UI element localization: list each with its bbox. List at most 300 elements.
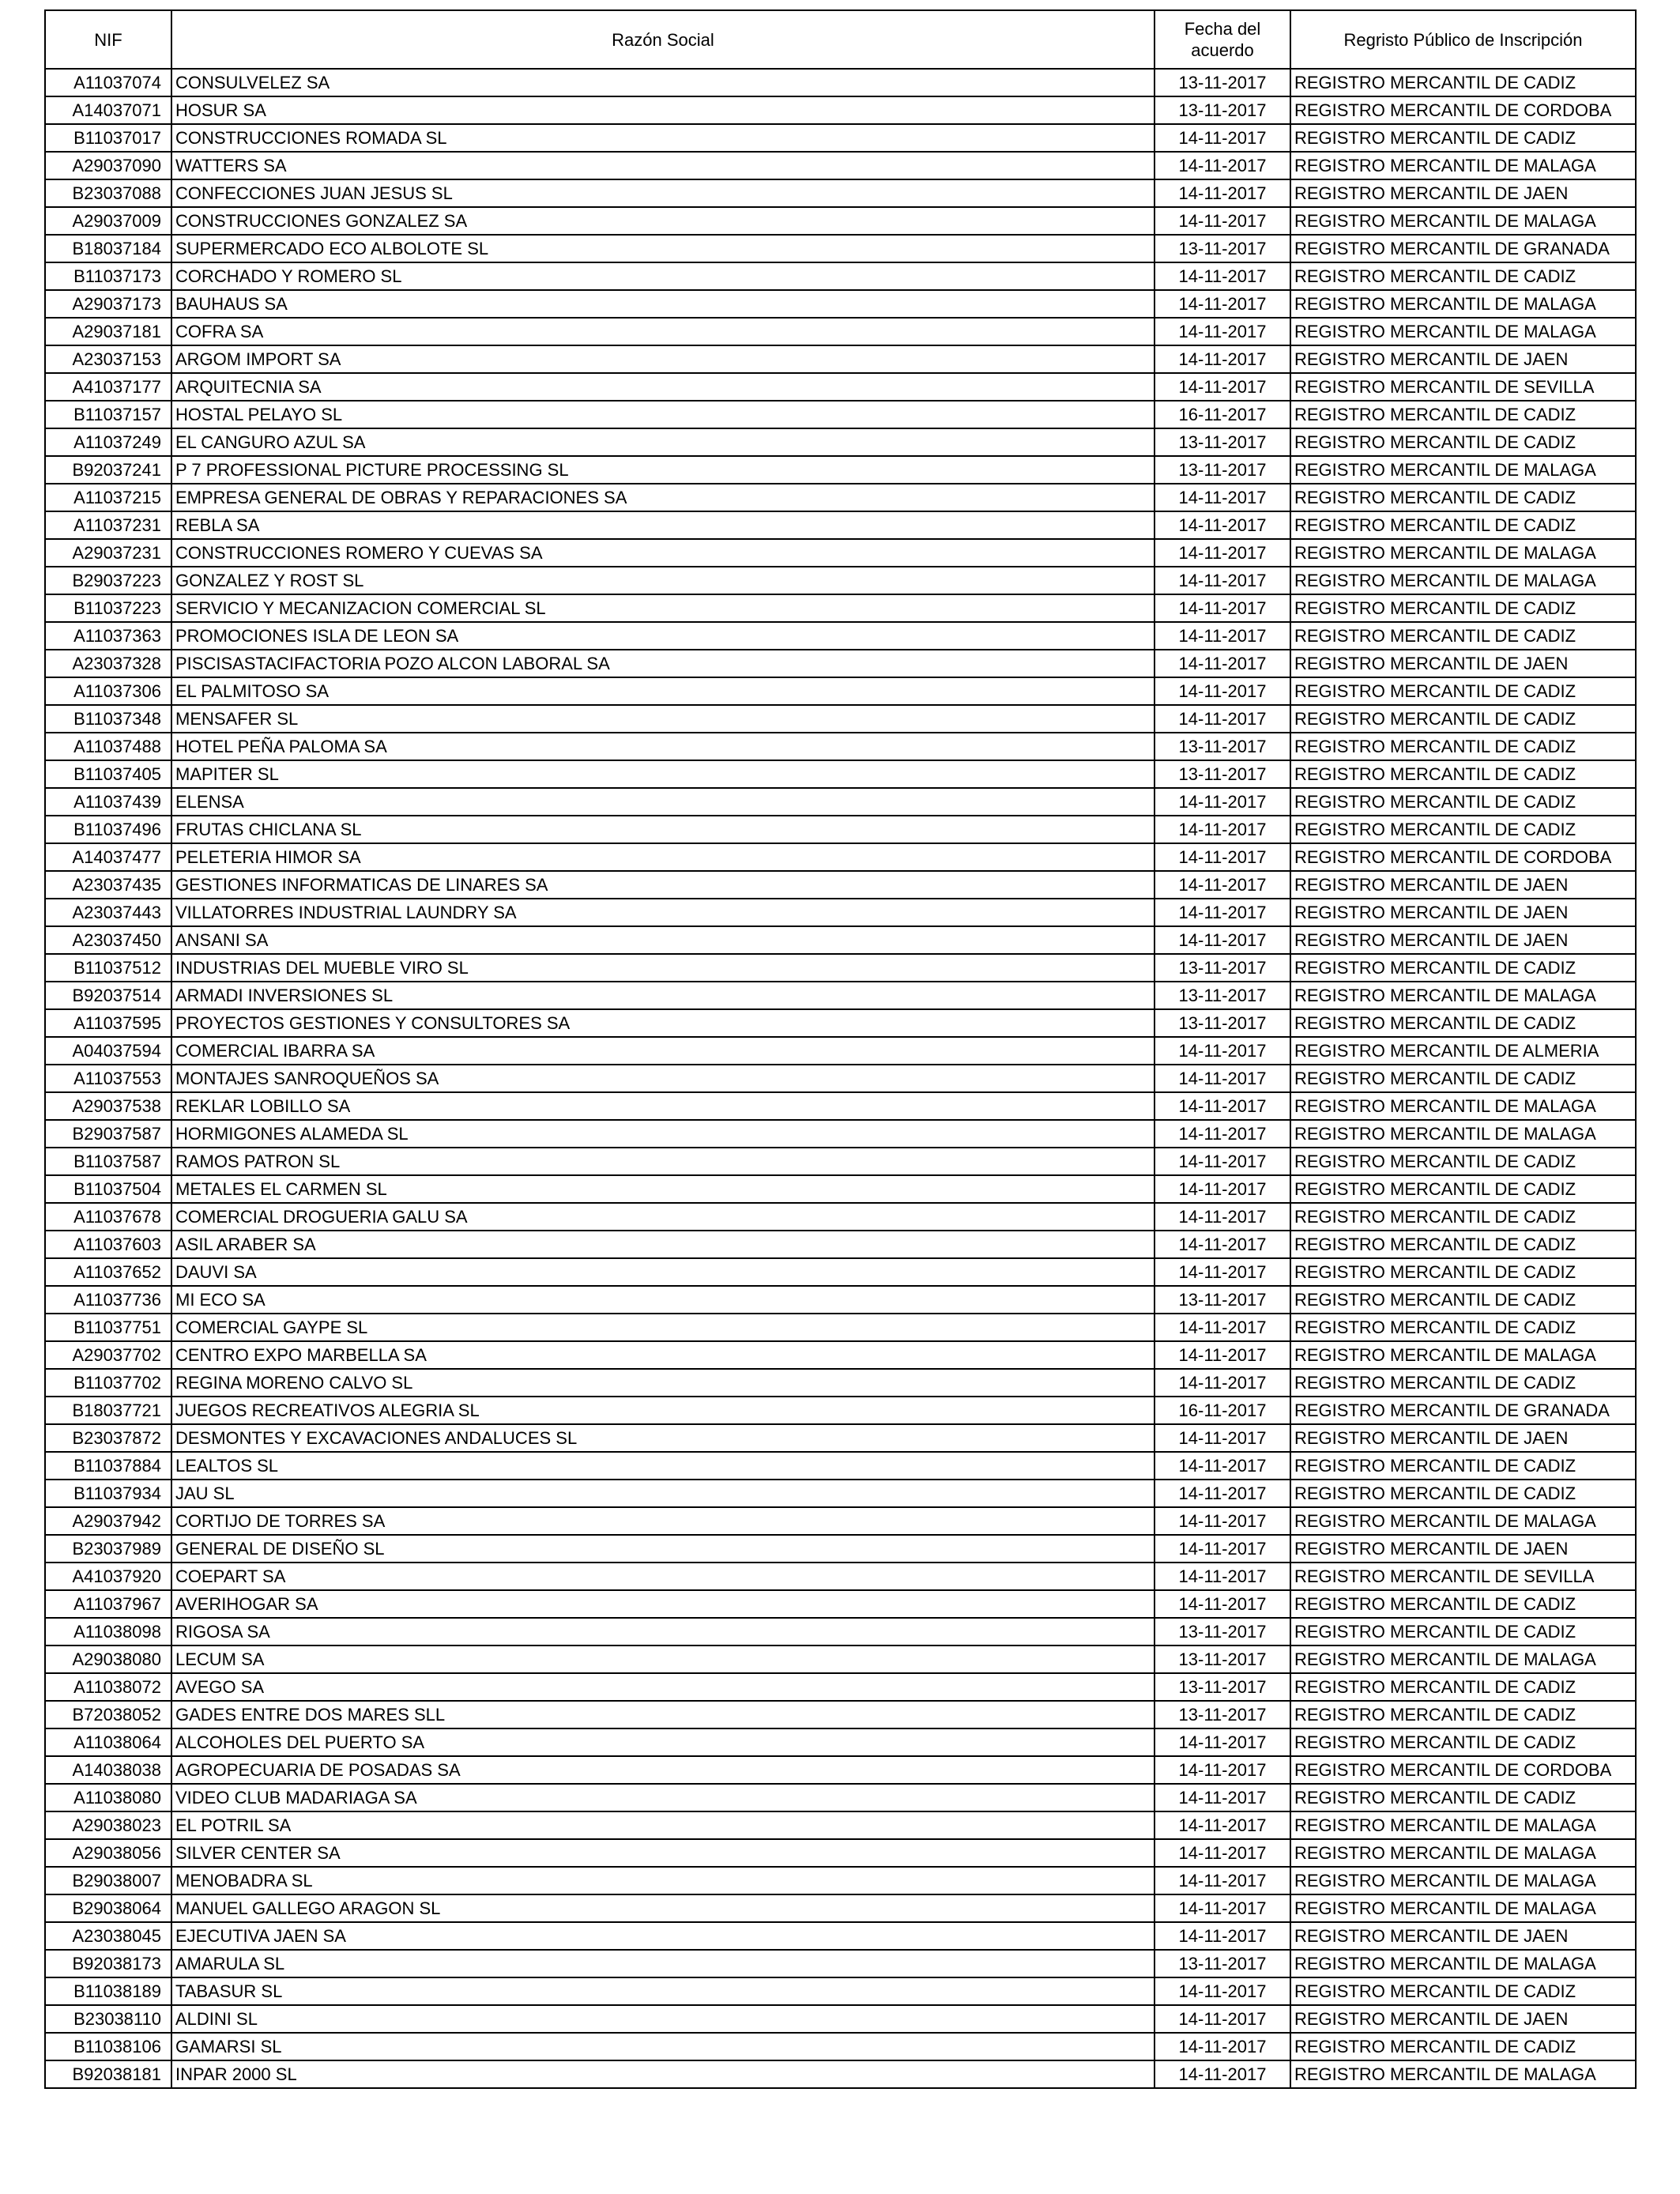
fecha-cell: 16-11-2017 bbox=[1155, 401, 1290, 428]
nif-cell: A14038038 bbox=[45, 1756, 171, 1784]
nif-cell: A23038045 bbox=[45, 1922, 171, 1950]
registro-cell: REGISTRO MERCANTIL DE MALAGA bbox=[1290, 1646, 1636, 1673]
registro-cell: REGISTRO MERCANTIL DE JAEN bbox=[1290, 1424, 1636, 1452]
nif-cell: A41037920 bbox=[45, 1563, 171, 1590]
table-row bbox=[45, 511, 1636, 539]
razon-social-cell: JUEGOS RECREATIVOS ALEGRIA SL bbox=[171, 1397, 1155, 1424]
razon-social-cell: AVEGO SA bbox=[171, 1673, 1155, 1701]
fecha-cell: 13-11-2017 bbox=[1155, 760, 1290, 788]
razon-social-cell: TABASUR SL bbox=[171, 1977, 1155, 2005]
nif-cell: B11037587 bbox=[45, 1148, 171, 1175]
fecha-cell: 13-11-2017 bbox=[1155, 733, 1290, 760]
registro-cell: REGISTRO MERCANTIL DE MALAGA bbox=[1290, 567, 1636, 594]
table-row bbox=[45, 1175, 1636, 1203]
header-fecha-line1: Fecha del bbox=[1184, 19, 1261, 39]
razon-social-cell: MONTAJES SANROQUEÑOS SA bbox=[171, 1065, 1155, 1092]
registro-cell: REGISTRO MERCANTIL DE JAEN bbox=[1290, 1535, 1636, 1563]
registro-cell: REGISTRO MERCANTIL DE JAEN bbox=[1290, 345, 1636, 373]
fecha-cell: 14-11-2017 bbox=[1155, 1148, 1290, 1175]
fecha-cell: 13-11-2017 bbox=[1155, 456, 1290, 484]
registro-cell: REGISTRO MERCANTIL DE CADIZ bbox=[1290, 1148, 1636, 1175]
registro-cell: REGISTRO MERCANTIL DE CADIZ bbox=[1290, 954, 1636, 982]
registro-cell: REGISTRO MERCANTIL DE CADIZ bbox=[1290, 1480, 1636, 1507]
registro-cell: REGISTRO MERCANTIL DE CADIZ bbox=[1290, 1728, 1636, 1756]
nif-cell: B72038052 bbox=[45, 1701, 171, 1728]
table-row bbox=[45, 235, 1636, 262]
nif-cell: A29037702 bbox=[45, 1341, 171, 1369]
nif-cell: B29038064 bbox=[45, 1894, 171, 1922]
table-row bbox=[45, 1950, 1636, 1977]
nif-cell: A11038064 bbox=[45, 1728, 171, 1756]
razon-social-cell: EMPRESA GENERAL DE OBRAS Y REPARACIONES SA bbox=[171, 484, 1155, 511]
registro-cell: REGISTRO MERCANTIL DE SEVILLA bbox=[1290, 1563, 1636, 1590]
nif-cell: A11037652 bbox=[45, 1258, 171, 1286]
razon-social-cell: MAPITER SL bbox=[171, 760, 1155, 788]
registro-cell: REGISTRO MERCANTIL DE MALAGA bbox=[1290, 1894, 1636, 1922]
fecha-cell: 14-11-2017 bbox=[1155, 594, 1290, 622]
nif-cell: A29037942 bbox=[45, 1507, 171, 1535]
fecha-cell: 14-11-2017 bbox=[1155, 1065, 1290, 1092]
nif-cell: A23037153 bbox=[45, 345, 171, 373]
fecha-cell: 14-11-2017 bbox=[1155, 539, 1290, 567]
razon-social-cell: ARMADI INVERSIONES SL bbox=[171, 982, 1155, 1009]
nif-cell: A04037594 bbox=[45, 1037, 171, 1065]
nif-cell: A11037603 bbox=[45, 1231, 171, 1258]
razon-social-cell: AMARULA SL bbox=[171, 1950, 1155, 1977]
fecha-cell: 14-11-2017 bbox=[1155, 1231, 1290, 1258]
nif-cell: A11037306 bbox=[45, 677, 171, 705]
razon-social-cell: EJECUTIVA JAEN SA bbox=[171, 1922, 1155, 1950]
razon-social-cell: CENTRO EXPO MARBELLA SA bbox=[171, 1341, 1155, 1369]
razon-social-cell: SUPERMERCADO ECO ALBOLOTE SL bbox=[171, 235, 1155, 262]
fecha-cell: 14-11-2017 bbox=[1155, 511, 1290, 539]
nif-cell: A11038098 bbox=[45, 1618, 171, 1646]
nif-cell: A29037090 bbox=[45, 152, 171, 179]
razon-social-cell: ARGOM IMPORT SA bbox=[171, 345, 1155, 373]
table-row bbox=[45, 345, 1636, 373]
registro-cell: REGISTRO MERCANTIL DE CADIZ bbox=[1290, 1369, 1636, 1397]
table-row bbox=[45, 1452, 1636, 1480]
fecha-cell: 14-11-2017 bbox=[1155, 345, 1290, 373]
table-row bbox=[45, 1507, 1636, 1535]
razon-social-cell: METALES EL CARMEN SL bbox=[171, 1175, 1155, 1203]
nif-cell: B11037223 bbox=[45, 594, 171, 622]
nif-cell: B92038173 bbox=[45, 1950, 171, 1977]
razon-social-cell: REGINA MORENO CALVO SL bbox=[171, 1369, 1155, 1397]
table-row bbox=[45, 622, 1636, 650]
header-row bbox=[45, 10, 1636, 69]
fecha-cell: 13-11-2017 bbox=[1155, 1286, 1290, 1314]
nif-cell: A29038023 bbox=[45, 1811, 171, 1839]
razon-social-cell: COMERCIAL DROGUERIA GALU SA bbox=[171, 1203, 1155, 1231]
razon-social-cell: ARQUITECNIA SA bbox=[171, 373, 1155, 401]
registro-cell: REGISTRO MERCANTIL DE CADIZ bbox=[1290, 760, 1636, 788]
registro-cell: REGISTRO MERCANTIL DE ALMERIA bbox=[1290, 1037, 1636, 1065]
registro-cell: REGISTRO MERCANTIL DE CADIZ bbox=[1290, 1009, 1636, 1037]
nif-cell: B11038189 bbox=[45, 1977, 171, 2005]
registro-cell: REGISTRO MERCANTIL DE MALAGA bbox=[1290, 2060, 1636, 2088]
razon-social-cell: ANSANI SA bbox=[171, 926, 1155, 954]
fecha-cell: 14-11-2017 bbox=[1155, 373, 1290, 401]
fecha-cell: 14-11-2017 bbox=[1155, 705, 1290, 733]
header-nif: NIF bbox=[45, 10, 171, 69]
table-row bbox=[45, 456, 1636, 484]
table-row bbox=[45, 1673, 1636, 1701]
table-row bbox=[45, 1563, 1636, 1590]
header-fecha bbox=[1155, 10, 1290, 69]
fecha-cell: 14-11-2017 bbox=[1155, 1203, 1290, 1231]
nif-cell: B11037702 bbox=[45, 1369, 171, 1397]
fecha-cell: 14-11-2017 bbox=[1155, 318, 1290, 345]
table-row bbox=[45, 1590, 1636, 1618]
table-row bbox=[45, 1424, 1636, 1452]
nif-cell: B29037223 bbox=[45, 567, 171, 594]
registro-cell: REGISTRO MERCANTIL DE MALAGA bbox=[1290, 1092, 1636, 1120]
fecha-cell: 14-11-2017 bbox=[1155, 2060, 1290, 2088]
razon-social-cell: VIDEO CLUB MADARIAGA SA bbox=[171, 1784, 1155, 1811]
razon-social-cell: PROMOCIONES ISLA DE LEON SA bbox=[171, 622, 1155, 650]
razon-social-cell: GESTIONES INFORMATICAS DE LINARES SA bbox=[171, 871, 1155, 899]
table-row bbox=[45, 1646, 1636, 1673]
razon-social-cell: CONSTRUCCIONES ROMERO Y CUEVAS SA bbox=[171, 539, 1155, 567]
table-row bbox=[45, 1314, 1636, 1341]
nif-cell: A41037177 bbox=[45, 373, 171, 401]
razon-social-cell: LEALTOS SL bbox=[171, 1452, 1155, 1480]
nif-cell: A29037538 bbox=[45, 1092, 171, 1120]
nif-cell: B11037157 bbox=[45, 401, 171, 428]
razon-social-cell: MENSAFER SL bbox=[171, 705, 1155, 733]
razon-social-cell: EL POTRIL SA bbox=[171, 1811, 1155, 1839]
nif-cell: A11037439 bbox=[45, 788, 171, 816]
fecha-cell: 14-11-2017 bbox=[1155, 1120, 1290, 1148]
table-row bbox=[45, 124, 1636, 152]
registro-cell: REGISTRO MERCANTIL DE CORDOBA bbox=[1290, 1756, 1636, 1784]
table-row bbox=[45, 1203, 1636, 1231]
nif-cell: A23037443 bbox=[45, 899, 171, 926]
table-row bbox=[45, 926, 1636, 954]
razon-social-cell: WATTERS SA bbox=[171, 152, 1155, 179]
registro-cell: REGISTRO MERCANTIL DE JAEN bbox=[1290, 926, 1636, 954]
razon-social-cell: PELETERIA HIMOR SA bbox=[171, 843, 1155, 871]
razon-social-cell: RAMOS PATRON SL bbox=[171, 1148, 1155, 1175]
table-row bbox=[45, 1977, 1636, 2005]
nif-cell: B11037504 bbox=[45, 1175, 171, 1203]
header-razon-social: Razón Social bbox=[171, 10, 1155, 69]
registro-cell: REGISTRO MERCANTIL DE MALAGA bbox=[1290, 290, 1636, 318]
nif-cell: B11037512 bbox=[45, 954, 171, 982]
table-row bbox=[45, 1922, 1636, 1950]
table-row bbox=[45, 733, 1636, 760]
fecha-cell: 14-11-2017 bbox=[1155, 1839, 1290, 1867]
razon-social-cell: EL PALMITOSO SA bbox=[171, 677, 1155, 705]
registro-cell: REGISTRO MERCANTIL DE CADIZ bbox=[1290, 594, 1636, 622]
table-row bbox=[45, 788, 1636, 816]
nif-cell: B92037241 bbox=[45, 456, 171, 484]
table-row bbox=[45, 677, 1636, 705]
fecha-cell: 14-11-2017 bbox=[1155, 1258, 1290, 1286]
razon-social-cell: JAU SL bbox=[171, 1480, 1155, 1507]
table-row bbox=[45, 2060, 1636, 2088]
fecha-cell: 14-11-2017 bbox=[1155, 1314, 1290, 1341]
table-row bbox=[45, 96, 1636, 124]
nif-cell: B11037173 bbox=[45, 262, 171, 290]
nif-cell: B11037348 bbox=[45, 705, 171, 733]
fecha-cell: 14-11-2017 bbox=[1155, 1175, 1290, 1203]
registro-cell: REGISTRO MERCANTIL DE CADIZ bbox=[1290, 816, 1636, 843]
razon-social-cell: COEPART SA bbox=[171, 1563, 1155, 1590]
razon-social-cell: ELENSA bbox=[171, 788, 1155, 816]
fecha-cell: 14-11-2017 bbox=[1155, 1535, 1290, 1563]
table-row bbox=[45, 1867, 1636, 1894]
nif-cell: B11037405 bbox=[45, 760, 171, 788]
fecha-cell: 13-11-2017 bbox=[1155, 982, 1290, 1009]
registro-cell: REGISTRO MERCANTIL DE MALAGA bbox=[1290, 982, 1636, 1009]
razon-social-cell: HOTEL PEÑA PALOMA SA bbox=[171, 733, 1155, 760]
fecha-cell: 14-11-2017 bbox=[1155, 871, 1290, 899]
razon-social-cell: CONSTRUCCIONES ROMADA SL bbox=[171, 124, 1155, 152]
registro-cell: REGISTRO MERCANTIL DE CADIZ bbox=[1290, 1065, 1636, 1092]
fecha-cell: 13-11-2017 bbox=[1155, 1673, 1290, 1701]
fecha-cell: 14-11-2017 bbox=[1155, 1424, 1290, 1452]
registro-cell: REGISTRO MERCANTIL DE GRANADA bbox=[1290, 1397, 1636, 1424]
fecha-cell: 14-11-2017 bbox=[1155, 1507, 1290, 1535]
registro-cell: REGISTRO MERCANTIL DE CADIZ bbox=[1290, 1673, 1636, 1701]
table-row bbox=[45, 1258, 1636, 1286]
table-row bbox=[45, 1397, 1636, 1424]
table-row bbox=[45, 954, 1636, 982]
razon-social-cell: CONSULVELEZ SA bbox=[171, 69, 1155, 96]
registro-cell: REGISTRO MERCANTIL DE MALAGA bbox=[1290, 1811, 1636, 1839]
razon-social-cell: HOSTAL PELAYO SL bbox=[171, 401, 1155, 428]
razon-social-cell: BAUHAUS SA bbox=[171, 290, 1155, 318]
razon-social-cell: LECUM SA bbox=[171, 1646, 1155, 1673]
razon-social-cell: PROYECTOS GESTIONES Y CONSULTORES SA bbox=[171, 1009, 1155, 1037]
table-row bbox=[45, 152, 1636, 179]
registro-cell: REGISTRO MERCANTIL DE CADIZ bbox=[1290, 677, 1636, 705]
razon-social-cell: PISCISASTACIFACTORIA POZO ALCON LABORAL SA bbox=[171, 650, 1155, 677]
registro-cell: REGISTRO MERCANTIL DE CADIZ bbox=[1290, 1452, 1636, 1480]
nif-cell: B23038110 bbox=[45, 2005, 171, 2033]
razon-social-cell: HORMIGONES ALAMEDA SL bbox=[171, 1120, 1155, 1148]
fecha-cell: 14-11-2017 bbox=[1155, 1922, 1290, 1950]
fecha-cell: 13-11-2017 bbox=[1155, 69, 1290, 96]
table-row bbox=[45, 207, 1636, 235]
fecha-cell: 14-11-2017 bbox=[1155, 124, 1290, 152]
table-row bbox=[45, 1120, 1636, 1148]
razon-social-cell: MANUEL GALLEGO ARAGON SL bbox=[171, 1894, 1155, 1922]
razon-social-cell: ALDINI SL bbox=[171, 2005, 1155, 2033]
fecha-cell: 14-11-2017 bbox=[1155, 1092, 1290, 1120]
nif-cell: B29038007 bbox=[45, 1867, 171, 1894]
nif-cell: B11037884 bbox=[45, 1452, 171, 1480]
fecha-cell: 14-11-2017 bbox=[1155, 1037, 1290, 1065]
fecha-cell: 14-11-2017 bbox=[1155, 1452, 1290, 1480]
table-row bbox=[45, 1894, 1636, 1922]
registro-cell: REGISTRO MERCANTIL DE CADIZ bbox=[1290, 484, 1636, 511]
nif-cell: A11037231 bbox=[45, 511, 171, 539]
nif-cell: B11038106 bbox=[45, 2033, 171, 2060]
nif-cell: A29037009 bbox=[45, 207, 171, 235]
razon-social-cell: CONFECCIONES JUAN JESUS SL bbox=[171, 179, 1155, 207]
table-row bbox=[45, 871, 1636, 899]
razon-social-cell: COMERCIAL GAYPE SL bbox=[171, 1314, 1155, 1341]
fecha-cell: 14-11-2017 bbox=[1155, 1341, 1290, 1369]
table-row bbox=[45, 484, 1636, 511]
fecha-cell: 14-11-2017 bbox=[1155, 1867, 1290, 1894]
razon-social-cell: INPAR 2000 SL bbox=[171, 2060, 1155, 2088]
table-row bbox=[45, 567, 1636, 594]
fecha-cell: 14-11-2017 bbox=[1155, 926, 1290, 954]
nif-cell: A23037328 bbox=[45, 650, 171, 677]
registro-cell: REGISTRO MERCANTIL DE JAEN bbox=[1290, 1922, 1636, 1950]
nif-cell: A14037477 bbox=[45, 843, 171, 871]
fecha-cell: 14-11-2017 bbox=[1155, 290, 1290, 318]
nif-cell: B11037017 bbox=[45, 124, 171, 152]
registro-cell: REGISTRO MERCANTIL DE CADIZ bbox=[1290, 401, 1636, 428]
registro-cell: REGISTRO MERCANTIL DE MALAGA bbox=[1290, 539, 1636, 567]
fecha-cell: 14-11-2017 bbox=[1155, 1369, 1290, 1397]
razon-social-cell: COFRA SA bbox=[171, 318, 1155, 345]
registro-cell: REGISTRO MERCANTIL DE CADIZ bbox=[1290, 262, 1636, 290]
razon-social-cell: REKLAR LOBILLO SA bbox=[171, 1092, 1155, 1120]
razon-social-cell: DAUVI SA bbox=[171, 1258, 1155, 1286]
razon-social-cell: SILVER CENTER SA bbox=[171, 1839, 1155, 1867]
table-row bbox=[45, 539, 1636, 567]
table-row bbox=[45, 1286, 1636, 1314]
table-row bbox=[45, 1480, 1636, 1507]
fecha-cell: 14-11-2017 bbox=[1155, 899, 1290, 926]
table-row bbox=[45, 428, 1636, 456]
fecha-cell: 14-11-2017 bbox=[1155, 567, 1290, 594]
header-registro: Regristo Público de Inscripción bbox=[1290, 10, 1636, 69]
fecha-cell: 14-11-2017 bbox=[1155, 816, 1290, 843]
fecha-cell: 14-11-2017 bbox=[1155, 1977, 1290, 2005]
razon-social-cell: ASIL ARABER SA bbox=[171, 1231, 1155, 1258]
razon-social-cell: MI ECO SA bbox=[171, 1286, 1155, 1314]
fecha-cell: 14-11-2017 bbox=[1155, 1480, 1290, 1507]
table-row bbox=[45, 69, 1636, 96]
table-row bbox=[45, 594, 1636, 622]
registro-cell: REGISTRO MERCANTIL DE CADIZ bbox=[1290, 1286, 1636, 1314]
nif-cell: A11037363 bbox=[45, 622, 171, 650]
table-row bbox=[45, 1341, 1636, 1369]
table-row bbox=[45, 1037, 1636, 1065]
nif-cell: A29037231 bbox=[45, 539, 171, 567]
nif-cell: A29038080 bbox=[45, 1646, 171, 1673]
header-fecha-line2: acuerdo bbox=[1191, 40, 1254, 60]
registro-cell: REGISTRO MERCANTIL DE CADIZ bbox=[1290, 1203, 1636, 1231]
registro-cell: REGISTRO MERCANTIL DE JAEN bbox=[1290, 871, 1636, 899]
table-row bbox=[45, 1092, 1636, 1120]
registro-cell: REGISTRO MERCANTIL DE CADIZ bbox=[1290, 788, 1636, 816]
fecha-cell: 13-11-2017 bbox=[1155, 1009, 1290, 1037]
fecha-cell: 14-11-2017 bbox=[1155, 262, 1290, 290]
nif-cell: A11037488 bbox=[45, 733, 171, 760]
fecha-cell: 14-11-2017 bbox=[1155, 152, 1290, 179]
nif-cell: B23037872 bbox=[45, 1424, 171, 1452]
fecha-cell: 13-11-2017 bbox=[1155, 1618, 1290, 1646]
fecha-cell: 16-11-2017 bbox=[1155, 1397, 1290, 1424]
registro-cell: REGISTRO MERCANTIL DE CADIZ bbox=[1290, 1618, 1636, 1646]
registro-cell: REGISTRO MERCANTIL DE JAEN bbox=[1290, 899, 1636, 926]
razon-social-cell: GENERAL DE DISEÑO SL bbox=[171, 1535, 1155, 1563]
registro-cell: REGISTRO MERCANTIL DE CADIZ bbox=[1290, 428, 1636, 456]
registro-cell: REGISTRO MERCANTIL DE CADIZ bbox=[1290, 1701, 1636, 1728]
nif-cell: A23037450 bbox=[45, 926, 171, 954]
razon-social-cell: COMERCIAL IBARRA SA bbox=[171, 1037, 1155, 1065]
registro-cell: REGISTRO MERCANTIL DE MALAGA bbox=[1290, 456, 1636, 484]
nif-cell: B18037184 bbox=[45, 235, 171, 262]
razon-social-cell: GAMARSI SL bbox=[171, 2033, 1155, 2060]
registro-cell: REGISTRO MERCANTIL DE CADIZ bbox=[1290, 1258, 1636, 1286]
fecha-cell: 14-11-2017 bbox=[1155, 484, 1290, 511]
table-row bbox=[45, 2005, 1636, 2033]
table-row bbox=[45, 982, 1636, 1009]
table-row bbox=[45, 2033, 1636, 2060]
table-row bbox=[45, 816, 1636, 843]
registro-cell: REGISTRO MERCANTIL DE CADIZ bbox=[1290, 1590, 1636, 1618]
registro-cell: REGISTRO MERCANTIL DE MALAGA bbox=[1290, 1120, 1636, 1148]
nif-cell: A11037595 bbox=[45, 1009, 171, 1037]
razon-social-cell: CORCHADO Y ROMERO SL bbox=[171, 262, 1155, 290]
registro-cell: REGISTRO MERCANTIL DE CADIZ bbox=[1290, 2033, 1636, 2060]
fecha-cell: 14-11-2017 bbox=[1155, 650, 1290, 677]
fecha-cell: 14-11-2017 bbox=[1155, 1728, 1290, 1756]
nif-cell: A11037736 bbox=[45, 1286, 171, 1314]
fecha-cell: 13-11-2017 bbox=[1155, 1646, 1290, 1673]
razon-social-cell: AVERIHOGAR SA bbox=[171, 1590, 1155, 1618]
registro-cell: REGISTRO MERCANTIL DE GRANADA bbox=[1290, 235, 1636, 262]
table-row bbox=[45, 1148, 1636, 1175]
fecha-cell: 14-11-2017 bbox=[1155, 788, 1290, 816]
table-row bbox=[45, 1618, 1636, 1646]
table-row bbox=[45, 1756, 1636, 1784]
registro-cell: REGISTRO MERCANTIL DE CADIZ bbox=[1290, 1231, 1636, 1258]
companies-table bbox=[44, 9, 1637, 2089]
nif-cell: A14037071 bbox=[45, 96, 171, 124]
table-row bbox=[45, 1839, 1636, 1867]
nif-cell: A11037678 bbox=[45, 1203, 171, 1231]
table-row bbox=[45, 318, 1636, 345]
razon-social-cell: CORTIJO DE TORRES SA bbox=[171, 1507, 1155, 1535]
fecha-cell: 14-11-2017 bbox=[1155, 2005, 1290, 2033]
table-row bbox=[45, 290, 1636, 318]
razon-social-cell: CONSTRUCCIONES GONZALEZ SA bbox=[171, 207, 1155, 235]
nif-cell: B92038181 bbox=[45, 2060, 171, 2088]
nif-cell: B23037088 bbox=[45, 179, 171, 207]
registro-cell: REGISTRO MERCANTIL DE MALAGA bbox=[1290, 1867, 1636, 1894]
table-row bbox=[45, 373, 1636, 401]
registro-cell: REGISTRO MERCANTIL DE MALAGA bbox=[1290, 1341, 1636, 1369]
razon-social-cell: GADES ENTRE DOS MARES SLL bbox=[171, 1701, 1155, 1728]
nif-cell: A29038056 bbox=[45, 1839, 171, 1867]
fecha-cell: 14-11-2017 bbox=[1155, 677, 1290, 705]
nif-cell: B23037989 bbox=[45, 1535, 171, 1563]
registro-cell: REGISTRO MERCANTIL DE CADIZ bbox=[1290, 733, 1636, 760]
fecha-cell: 14-11-2017 bbox=[1155, 207, 1290, 235]
razon-social-cell: EL CANGURO AZUL SA bbox=[171, 428, 1155, 456]
registro-cell: REGISTRO MERCANTIL DE JAEN bbox=[1290, 179, 1636, 207]
razon-social-cell: FRUTAS CHICLANA SL bbox=[171, 816, 1155, 843]
table-row bbox=[45, 1009, 1636, 1037]
registro-cell: REGISTRO MERCANTIL DE MALAGA bbox=[1290, 1507, 1636, 1535]
registro-cell: REGISTRO MERCANTIL DE MALAGA bbox=[1290, 1839, 1636, 1867]
fecha-cell: 14-11-2017 bbox=[1155, 2033, 1290, 2060]
registro-cell: REGISTRO MERCANTIL DE CADIZ bbox=[1290, 511, 1636, 539]
nif-cell: B11037934 bbox=[45, 1480, 171, 1507]
registro-cell: REGISTRO MERCANTIL DE MALAGA bbox=[1290, 1950, 1636, 1977]
razon-social-cell: ALCOHOLES DEL PUERTO SA bbox=[171, 1728, 1155, 1756]
